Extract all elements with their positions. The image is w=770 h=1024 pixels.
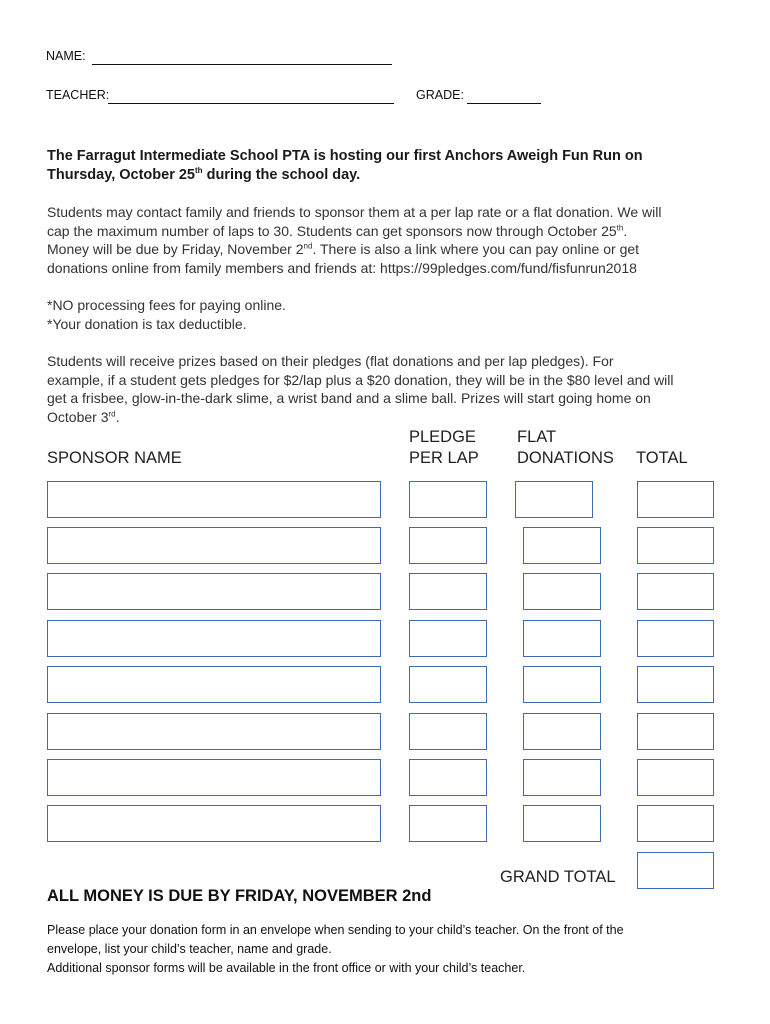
grade-label: GRADE: [416, 88, 464, 102]
flat-donation-input[interactable] [523, 620, 601, 657]
flat-donation-input[interactable] [515, 481, 593, 518]
pledge-per-lap-input[interactable] [409, 666, 487, 703]
teacher-field[interactable] [108, 89, 394, 104]
prizes-paragraph: Students will receive prizes based on their pledges (flat donations and per lap pledges). For example, if a student gets pledges for $2/lap plus a $20 donation, they will be in the $80 level and will get a frisbee, glow-in-the-dark slime, a wrist band and a slime ball. Prizes will start going home on October 3rd. [47, 353, 674, 425]
name-field[interactable] [92, 50, 392, 65]
sponsor-name-input[interactable] [47, 527, 381, 564]
pledge-per-lap-input[interactable] [409, 481, 487, 518]
pledge-per-lap-input[interactable] [409, 713, 487, 750]
teacher-label: TEACHER: [46, 88, 110, 102]
flat-donation-input[interactable] [523, 759, 601, 796]
name-label: NAME: [46, 49, 86, 63]
note-no-fees: *NO processing fees for paying online. [47, 297, 286, 313]
total-input[interactable] [637, 666, 714, 703]
sponsor-name-input[interactable] [47, 713, 381, 750]
pledge-per-lap-input[interactable] [409, 527, 487, 564]
total-header: TOTAL [636, 449, 688, 467]
grade-field[interactable] [467, 89, 541, 104]
sponsor-name-input[interactable] [47, 805, 381, 842]
flat-donations-header: FLAT DONATIONS [517, 428, 614, 467]
total-input[interactable] [637, 620, 714, 657]
pledge-per-lap-input[interactable] [409, 620, 487, 657]
flat-donation-input[interactable] [523, 805, 601, 842]
total-input[interactable] [637, 481, 714, 518]
note-tax-deductible: *Your donation is tax deductible. [47, 315, 247, 332]
pledge-per-lap-input[interactable] [409, 573, 487, 610]
sponsor-name-input[interactable] [47, 759, 381, 796]
total-input[interactable] [637, 713, 714, 750]
total-input[interactable] [637, 759, 714, 796]
sponsor-name-input[interactable] [47, 481, 381, 518]
sponsor-name-input[interactable] [47, 573, 381, 610]
flat-donation-input[interactable] [523, 527, 601, 564]
flat-donation-input[interactable] [523, 573, 601, 610]
pledge-per-lap-header: PLEDGE PER LAP [409, 428, 479, 467]
pledge-per-lap-input[interactable] [409, 759, 487, 796]
total-input[interactable] [637, 805, 714, 842]
intro-line-1: The Farragut Intermediate School PTA is hosting our first Anchors Aweigh Fun Run on [47, 148, 643, 164]
sponsor-name-header: SPONSOR NAME [47, 449, 182, 467]
flat-donation-input[interactable] [523, 666, 601, 703]
flat-donation-input[interactable] [523, 713, 601, 750]
intro-heading [47, 147, 747, 185]
money-due-notice: ALL MONEY IS DUE BY FRIDAY, NOVEMBER 2nd [47, 887, 432, 905]
notes [47, 296, 747, 333]
grand-total-label: GRAND TOTAL [500, 868, 616, 886]
sponsor-name-input[interactable] [47, 620, 381, 657]
intro-line-2: Thursday, October 25th during the school day. [47, 166, 361, 183]
sponsor-name-input[interactable] [47, 666, 381, 703]
sponsor-info-paragraph: Students may contact family and friends to sponsor them at a per lap rate or a flat donation. We will cap the maximum number of laps to 30. Students can get sponsors now through October 25th. Money will be due by Friday, November 2nd. There is also a link where you can pay online or get donations online from family members and friends at: https://99pledges.com/fund/fisfunrun2018 [47, 204, 662, 276]
pledge-per-lap-input[interactable] [409, 805, 487, 842]
footer-instructions: Please place your donation form in an envelope when sending to your child’s teacher. On the front of the envelope, list your child’s teacher, name and grade. Additional sponsor forms will be available in the front office or with your child’s teacher. [47, 923, 624, 975]
grand-total-input[interactable] [637, 852, 714, 889]
total-input[interactable] [637, 527, 714, 564]
total-input[interactable] [637, 573, 714, 610]
